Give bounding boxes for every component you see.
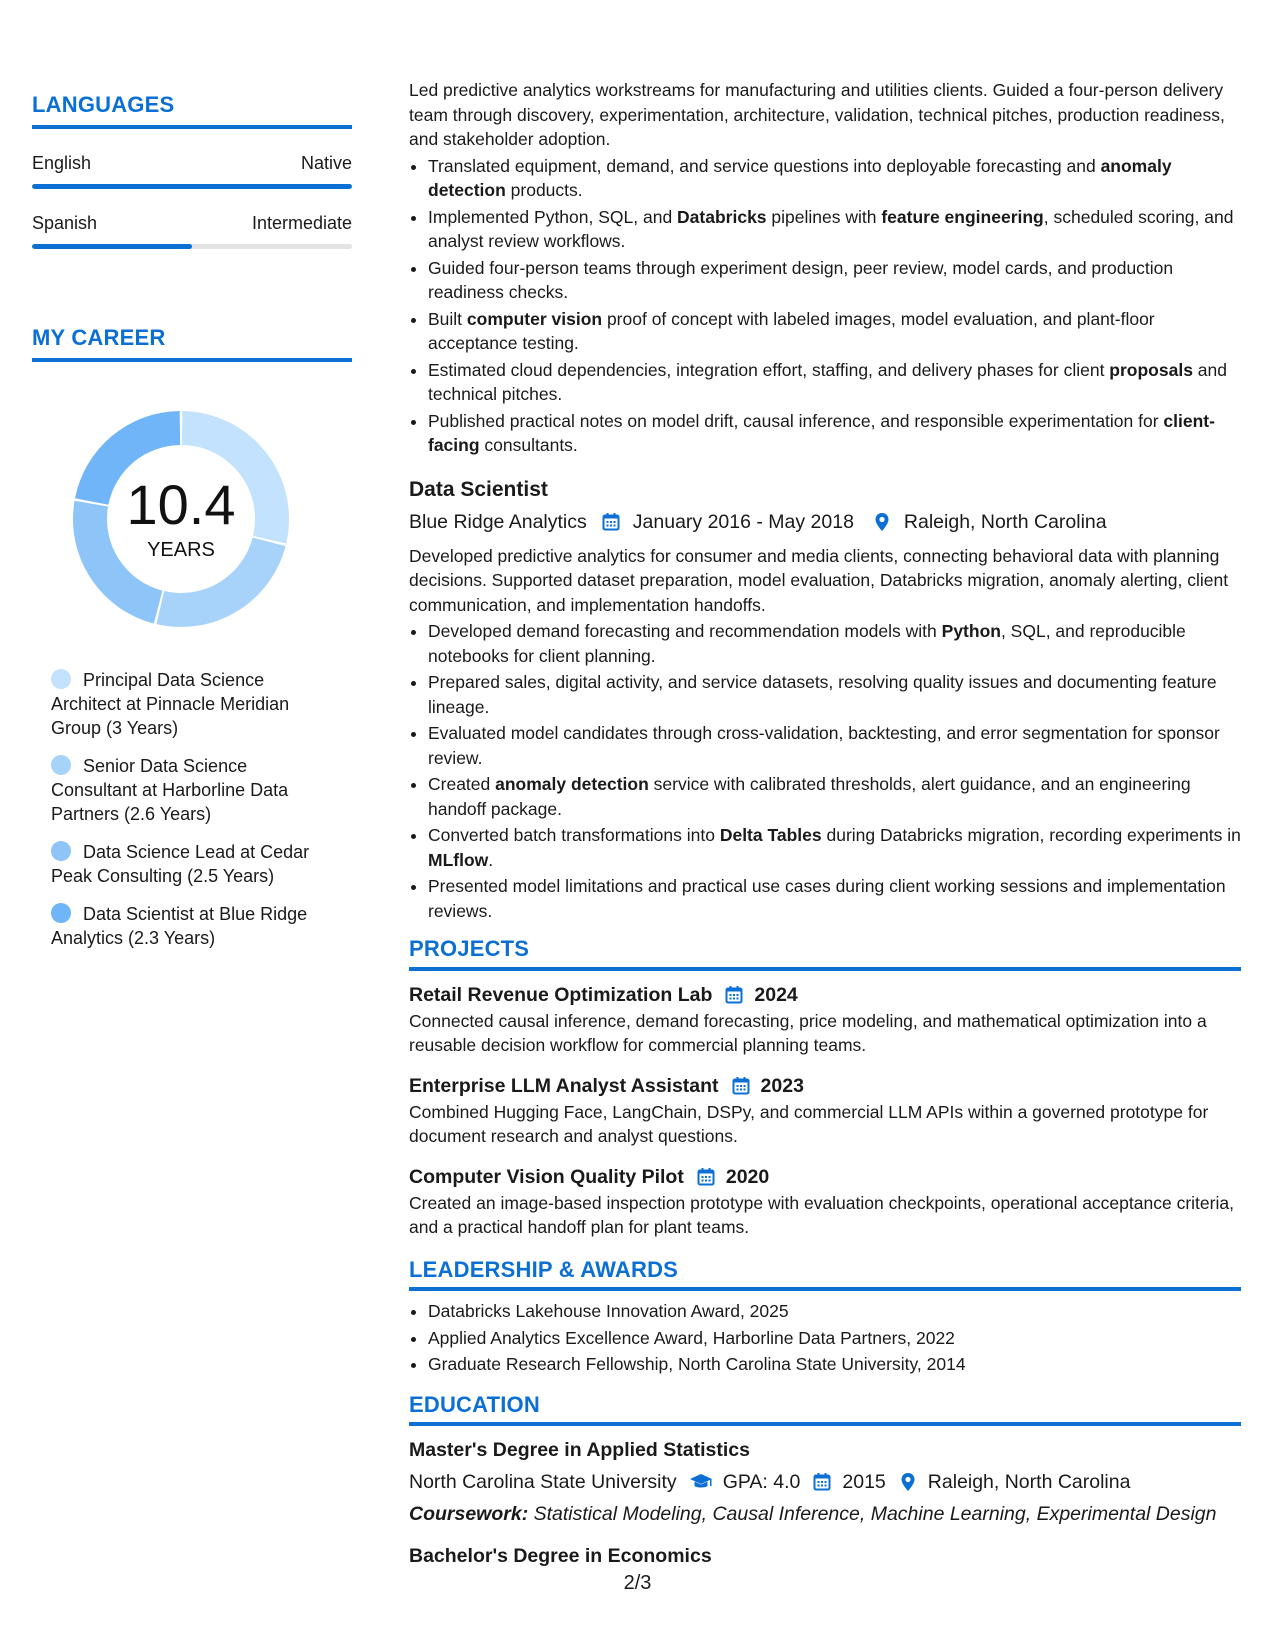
project-year: 2023: [760, 1074, 804, 1097]
job-summary: Led predictive analytics workstreams for manufacturing and utilities clients. Guided a four-person delivery team through discovery, experimentation, architecture, validation, technical pitches, production readiness, and stakeholder adoption.: [409, 80, 1225, 149]
project-item: [409, 1072, 1241, 1149]
job-bullet: • Published practical notes on model drift, causal inference, and responsible experimentation for client-facing consultants.: [428, 409, 1241, 458]
awards-list: [409, 1299, 1241, 1377]
legend-dot: [51, 755, 71, 775]
award-item: • Graduate Research Fellowship, North Carolina State University, 2014: [428, 1352, 1241, 1377]
language-proficiency-fill: [32, 184, 352, 189]
awards-heading: LEADERSHIP & AWARDS: [409, 1258, 1241, 1292]
project-description: Combined Hugging Face, LangChain, DSPy, and commercial LLM APIs within a governed prototype for document research and analyst questions.: [409, 1101, 1209, 1146]
career-donut-chart: [66, 404, 296, 634]
job-bullet: • Converted batch transformations into Delta Tables during Databricks migration, recording experiments in MLflow.: [428, 823, 1241, 872]
main-column: [409, 78, 1241, 1570]
project-year: 2020: [725, 1165, 770, 1188]
job-bullet: • Evaluated model candidates through cross-validation, backtesting, and error segmentation for sponsor review.: [428, 721, 1241, 770]
award-item: • Applied Analytics Excellence Award, Harborline Data Partners, 2022: [428, 1326, 1241, 1351]
career-legend-item: [51, 840, 331, 888]
gpa: GPA: 4.0: [722, 1471, 801, 1493]
calendar-icon: [601, 512, 621, 532]
graduation-cap-icon: [689, 1472, 713, 1492]
job-bullet: • Built computer vision proof of concept with labeled images, model evaluation, and plant-floor acceptance testing.: [428, 307, 1241, 356]
legend-dot: [51, 841, 71, 861]
project-title: Enterprise LLM Analyst Assistant: [409, 1074, 719, 1097]
career-legend-item: [51, 902, 331, 950]
coursework: [409, 1500, 1241, 1528]
languages-heading: LANGUAGES: [32, 92, 352, 129]
language-level: Intermediate: [251, 213, 352, 233]
legend-dot: [51, 903, 71, 923]
location-pin-icon: [898, 1472, 918, 1492]
career-legend-item: [51, 754, 331, 826]
degree-title: Bachelor's Degree in Economics: [409, 1545, 712, 1567]
language-name: English: [32, 153, 92, 173]
job-summary: Developed predictive analytics for consumer and media clients, connecting behavioral data with planning decisions. Supported dataset preparation, model evaluation, Databricks migration, anomaly alerting, client communication, and implementation handoffs.: [409, 545, 1229, 615]
career-heading: MY CAREER: [32, 325, 352, 362]
language-name: Spanish: [32, 213, 98, 233]
job-bullets: [409, 154, 1241, 458]
calendar-icon: [812, 1472, 832, 1492]
language-proficiency-fill: [32, 244, 192, 249]
degree-title: Master's Degree in Applied Statistics: [409, 1439, 750, 1461]
language-level: Native: [300, 153, 352, 173]
coursework-list: Statistical Modeling, Causal Inference, Machine Learning, Experimental Design: [528, 1503, 1217, 1525]
career-total-unit: YEARS: [147, 538, 215, 561]
project-item: [409, 981, 1241, 1058]
job-bullet: • Presented model limitations and practical use cases during client working sessions and implementation reviews.: [428, 874, 1241, 923]
language-proficiency-bar: [32, 244, 352, 249]
job-title: Data Scientist: [409, 477, 548, 501]
job-bullet: • Estimated cloud dependencies, integration effort, staffing, and delivery phases for client proposals and technical pitches.: [428, 358, 1241, 407]
career-legend: [51, 668, 331, 950]
job-meta: [409, 508, 1241, 536]
location-pin-icon: [872, 512, 892, 532]
sidebar: [32, 92, 352, 964]
job-bullet: • Developed demand forecasting and recommendation models with Python, SQL, and reproducible notebooks for client planning.: [428, 619, 1241, 668]
job-dates: January 2016 - May 2018: [632, 510, 854, 533]
legend-label: Senior Data Science Consultant at Harborline Data Partners (2.6 Years): [51, 756, 289, 824]
job-bullet: • Created anomaly detection service with calibrated thresholds, alert guidance, and an engineering handoff package.: [428, 772, 1241, 821]
job-bullet: • Guided four-person teams through experiment design, peer review, model cards, and production readiness checks.: [428, 256, 1241, 305]
job-location: Raleigh, North Carolina: [903, 510, 1107, 533]
coursework-label: Coursework:: [409, 1503, 529, 1525]
job-bullet: • Translated equipment, demand, and service questions into deployable forecasting and anomaly detection products.: [428, 154, 1241, 203]
career-legend-item: [51, 668, 331, 740]
legend-dot: [51, 669, 71, 689]
job-bullet: • Prepared sales, digital activity, and service datasets, resolving quality issues and documenting feature lineage.: [428, 670, 1241, 719]
job-bullet: • Implemented Python, SQL, and Databricks pipelines with feature engineering, scheduled scoring, and analyst review workflows.: [428, 205, 1241, 254]
education-heading: EDUCATION: [409, 1393, 1241, 1427]
project-item: [409, 1163, 1241, 1240]
project-description: Connected causal inference, demand forecasting, price modeling, and mathematical optimization into a reusable decision workflow for commercial planning teams.: [409, 1010, 1207, 1055]
project-title: Computer Vision Quality Pilot: [409, 1165, 684, 1188]
project-title: Retail Revenue Optimization Lab: [409, 983, 713, 1006]
legend-label: Data Science Lead at Cedar Peak Consulting (2.5 Years): [51, 842, 310, 886]
legend-label: Principal Data Science Architect at Pinnacle Meridian Group (3 Years): [51, 670, 290, 738]
job-bullets: [409, 619, 1241, 923]
graduation-year: 2015: [842, 1471, 886, 1493]
school-name: North Carolina State University: [409, 1471, 677, 1493]
job-company: Blue Ridge Analytics: [409, 510, 587, 533]
language-item: [32, 153, 352, 189]
calendar-icon: [724, 985, 744, 1005]
language-item: [32, 213, 352, 249]
calendar-icon: [731, 1076, 751, 1096]
project-year: 2024: [754, 983, 798, 1006]
award-item: • Databricks Lakehouse Innovation Award, 2025: [428, 1299, 1241, 1324]
calendar-icon: [696, 1167, 716, 1187]
legend-label: Data Scientist at Blue Ridge Analytics (2.3 Years): [51, 904, 308, 948]
page-number: 2/3: [623, 1572, 652, 1594]
project-description: Created an image-based inspection prototype with evaluation checkpoints, operational acceptance criteria, and a practical handoff plan for plant teams.: [409, 1192, 1234, 1237]
language-proficiency-bar: [32, 184, 352, 189]
education-meta: [409, 1468, 1241, 1496]
school-location: Raleigh, North Carolina: [927, 1471, 1131, 1493]
career-total-years: 10.4: [126, 472, 236, 536]
projects-heading: PROJECTS: [409, 937, 1241, 971]
